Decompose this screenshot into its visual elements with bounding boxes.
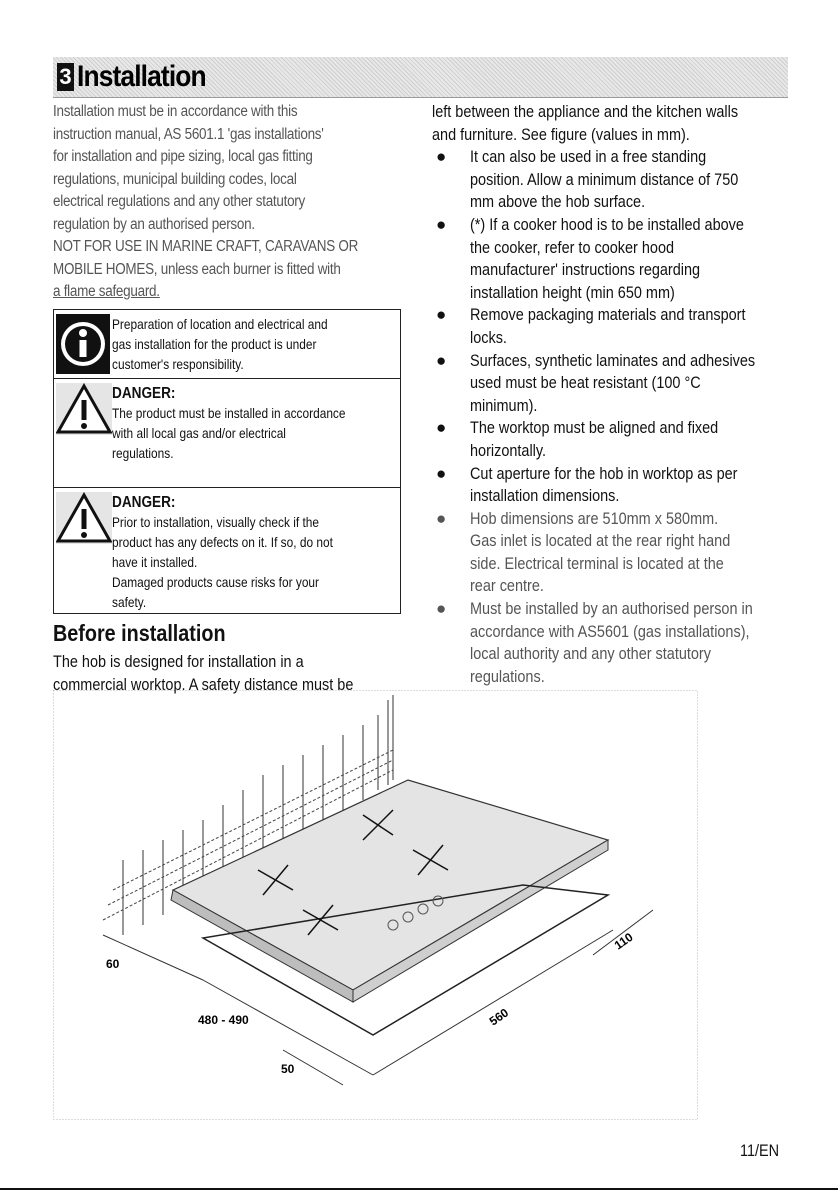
danger-1-line: with all local gas and/or electrical: [112, 425, 286, 441]
right-column: [432, 101, 797, 688]
list-item-line: Hob dimensions are 510mm x 580mm.: [470, 508, 719, 528]
list-item-line: side. Electrical terminal is located at the: [470, 553, 724, 573]
section-title: Installation: [77, 60, 206, 93]
bullet-icon: ●: [436, 147, 447, 167]
right-lead-line: left between the appliance and the kitchen walls: [432, 102, 739, 121]
list-item: [432, 304, 797, 349]
bullet-icon: ●: [436, 305, 447, 325]
danger-2-text: [112, 494, 333, 612]
info-line: gas installation for the product is under: [112, 336, 317, 352]
info-line: Preparation of location and electrical and: [112, 316, 328, 332]
section-number: 3: [57, 63, 74, 91]
intro-line: electrical regulations and any other statutory: [53, 193, 305, 210]
list-item: [432, 146, 797, 214]
warning-icon: [56, 383, 112, 435]
danger-2-line: Prior to installation, visually check if the: [112, 514, 320, 530]
intro-line: regulations, municipal building codes, local: [53, 170, 297, 188]
list-item-line: horizontally.: [470, 440, 547, 460]
intro-line: for installation and pipe sizing, local gas fitting: [53, 148, 313, 165]
list-item-line: mm above the hob surface.: [470, 192, 646, 212]
intro-line: Installation must be in accordance with this: [53, 103, 298, 120]
list-item-line: (*) If a cooker hood is to be installed above: [470, 214, 744, 234]
list-item: [432, 508, 797, 598]
before-line: The hob is designed for installation in a: [53, 652, 304, 671]
list-item-line: Gas inlet is located at the rear right hand: [470, 531, 731, 551]
list-item-line: manufacturer' instructions regarding: [470, 260, 701, 280]
danger-box-1: [54, 379, 400, 488]
intro-line: a flame safeguard.: [53, 283, 160, 300]
intro-line: MOBILE HOMES, unless each burner is fitted with: [53, 260, 341, 278]
list-item-line: It can also be used in a free standing: [470, 147, 707, 167]
danger-1-line: regulations.: [112, 445, 174, 461]
list-item-line: Cut aperture for the hob in worktop as per: [470, 463, 738, 483]
bullet-icon: ●: [436, 214, 447, 234]
dim-label-60: 60: [106, 957, 120, 971]
list-item-line: The worktop must be aligned and fixed: [470, 418, 719, 438]
bottom-rule: [0, 1188, 838, 1190]
danger-box-2: [54, 488, 400, 613]
installation-dimensions-figure: [53, 690, 698, 1120]
intro-text: [53, 101, 403, 304]
info-text: [112, 314, 328, 374]
danger-2-line: safety.: [112, 594, 147, 610]
dim-label-110: 110: [611, 929, 636, 953]
info-line: customer's responsibility.: [112, 356, 244, 372]
list-item-line: accordance with AS5601 (gas installations),: [470, 621, 750, 641]
before-installation-heading: Before installation: [53, 620, 226, 646]
info-box: [54, 310, 400, 379]
danger-2-line: product has any defects on it. If so, do not: [112, 534, 333, 550]
list-item: [432, 214, 797, 304]
list-item-line: locks.: [470, 327, 507, 347]
danger-2-title: DANGER:: [112, 494, 176, 511]
bullet-icon: ●: [436, 463, 447, 483]
danger-2-line: have it installed.: [112, 554, 198, 570]
list-item-line: Remove packaging materials and transport: [470, 305, 746, 325]
danger-1-text: [112, 385, 346, 463]
right-lead-line: and furniture. See figure (values in mm).: [432, 124, 690, 144]
list-item-line: position. Allow a minimum distance of 750: [470, 169, 739, 189]
danger-1-title: DANGER:: [112, 385, 176, 402]
list-item: [432, 350, 797, 418]
list-item-line: installation dimensions.: [470, 486, 620, 506]
dim-label-480-490: 480 - 490: [198, 1013, 249, 1027]
page-number: 11/EN: [740, 1141, 780, 1160]
info-icon: [56, 314, 110, 374]
intro-line: NOT FOR USE IN MARINE CRAFT, CARAVANS OR: [53, 238, 359, 255]
requirements-list: [432, 146, 797, 688]
list-item-line: the cooker, refer to cooker hood: [470, 237, 675, 257]
bullet-icon: ●: [436, 350, 447, 370]
warning-icon: [56, 492, 112, 544]
list-item-line: installation height (min 650 mm): [470, 282, 675, 302]
list-item-line: rear centre.: [470, 576, 544, 596]
intro-line: instruction manual, AS 5601.1 'gas installations': [53, 125, 324, 143]
dim-label-560: 560: [486, 1005, 512, 1029]
danger-1-line: The product must be installed in accordance: [112, 405, 346, 421]
intro-line: regulation by an authorised person.: [53, 215, 255, 233]
danger-2-line: Damaged products cause risks for your: [112, 574, 320, 590]
before-line: commercial worktop. A safety distance must be: [53, 675, 354, 694]
bullet-icon: ●: [436, 508, 447, 528]
list-item: [432, 417, 797, 462]
list-item-line: local authority and any other statutory: [470, 644, 711, 664]
notice-boxes: [53, 309, 401, 614]
list-item: [432, 598, 797, 688]
list-item-line: minimum).: [470, 395, 538, 415]
dim-label-50: 50: [281, 1062, 295, 1076]
bullet-icon: ●: [436, 599, 447, 619]
bullet-icon: ●: [436, 418, 447, 438]
list-item-line: Must be installed by an authorised person in: [470, 599, 753, 619]
list-item-line: used must be heat resistant (100 °C: [470, 373, 701, 393]
list-item-line: regulations.: [470, 666, 545, 686]
list-item: [432, 463, 797, 508]
list-item-line: Surfaces, synthetic laminates and adhesives: [470, 350, 756, 370]
